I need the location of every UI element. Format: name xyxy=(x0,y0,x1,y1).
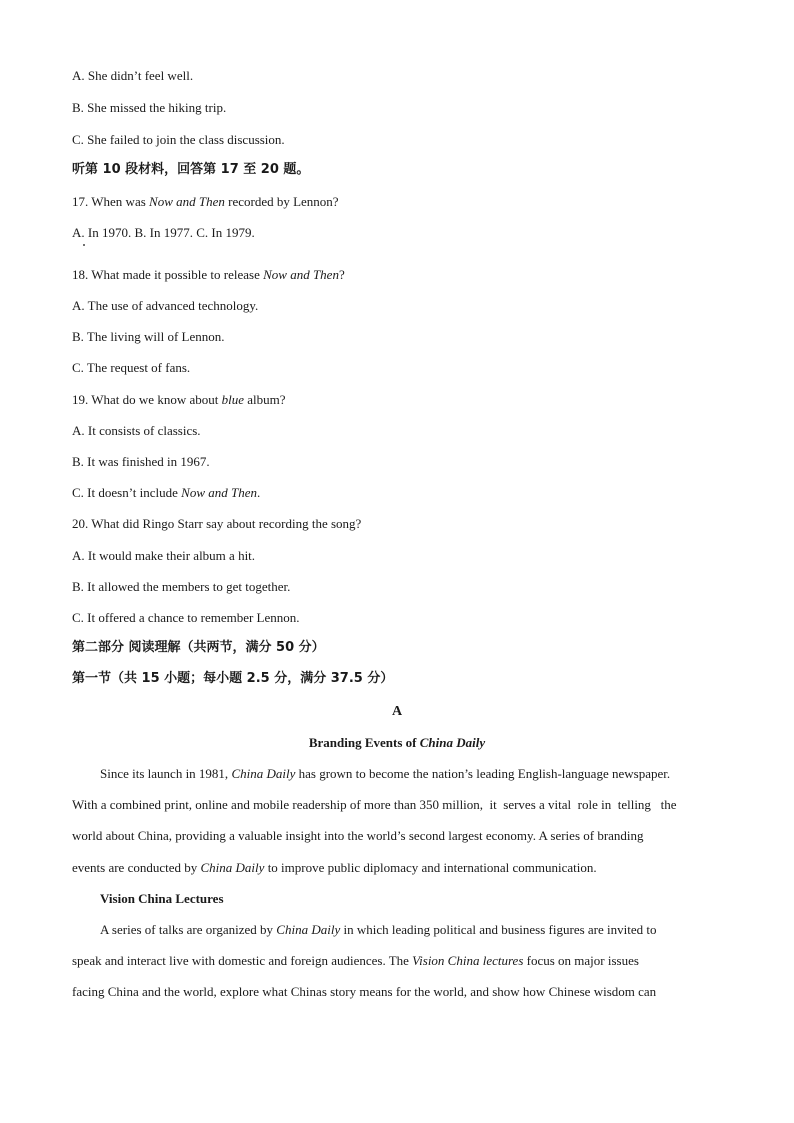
q18-title: Now and Then xyxy=(263,267,339,282)
q17-suffix: recorded by Lennon? xyxy=(224,194,339,209)
passage-title xyxy=(0,735,794,751)
q17-prefix: 17. When was xyxy=(72,194,150,209)
paragraph-1-line-4 xyxy=(72,860,597,876)
p1l4-em: China Daily xyxy=(200,860,265,875)
option-20c: C. It offered a chance to remember Lennon. xyxy=(72,610,300,625)
q19-prefix: 19. What do we know about xyxy=(72,392,222,407)
p1l1-em: China Daily xyxy=(231,766,296,781)
option-18c: C. The request of fans. xyxy=(72,360,191,375)
p1l4-b: to improve public diplomacy and international communication. xyxy=(264,860,597,875)
q19c-prefix: C. It doesn’t include xyxy=(72,485,182,500)
paragraph-2-line-2 xyxy=(72,953,639,969)
p2l1-b: in which leading political and business figures are invited to xyxy=(340,922,657,937)
q19-suffix: album? xyxy=(244,392,286,407)
option-20a: A. It would make their album a hit. xyxy=(72,548,256,563)
p2l2-a: speak and interact live with domestic and foreign audiences. The xyxy=(72,953,413,968)
q19c-suffix: . xyxy=(257,485,261,500)
option-16b: B. She missed the hiking trip. xyxy=(72,100,227,115)
paragraph-2-line-1 xyxy=(100,922,656,938)
question-19 xyxy=(72,392,286,408)
p2l2-em: Vision China lectures xyxy=(412,953,524,968)
section-1-heading: 第一节（共 15 小题；每小题 2.5 分，满分 37.5 分） xyxy=(72,671,394,686)
option-16a: A. She didn’t feel well. xyxy=(72,68,194,83)
option-18b: B. The living will of Lennon. xyxy=(72,329,225,344)
option-18a: A. The use of advanced technology. xyxy=(72,298,259,313)
paragraph-1-line-2: With a combined print, online and mobile readership of more than 350 million, it serves a vital role in telling the xyxy=(72,797,677,812)
subheading-vision-china: Vision China Lectures xyxy=(100,891,224,906)
q17-title: Now and Then xyxy=(149,194,225,209)
p1l1-b: has grown to become the nation’s leading English-language newspaper. xyxy=(295,766,671,781)
q18-prefix: 18. What made it possible to release xyxy=(72,267,264,282)
q19c-title: Now and Then xyxy=(181,485,258,500)
section-10-heading: 听第 10 段材料，回答第 17 至 20 题。 xyxy=(72,162,310,177)
stray-dot xyxy=(83,244,85,246)
passage-letter: A xyxy=(391,704,403,719)
question-20: 20. What did Ringo Starr say about recording the song? xyxy=(72,516,362,531)
passage-title-em: China Daily xyxy=(419,735,486,750)
options-17: A. In 1970. B. In 1977. C. In 1979. xyxy=(72,225,255,240)
question-17 xyxy=(72,194,339,210)
q19-em: blue xyxy=(221,392,244,407)
p1l1-a: Since its launch in 1981, xyxy=(100,766,232,781)
paragraph-1-line-3: world about China, providing a valuable insight into the world’s second largest economy. A series of branding xyxy=(72,828,644,843)
paragraph-2-line-3: facing China and the world, explore what Chinas story means for the world, and show how Chinese wisdom can xyxy=(72,984,657,999)
option-19b: B. It was finished in 1967. xyxy=(72,454,210,469)
part-2-heading: 第二部分 阅读理解（共两节，满分 50 分） xyxy=(72,640,325,655)
question-18 xyxy=(72,267,345,283)
p2l1-em: China Daily xyxy=(276,922,341,937)
option-19c xyxy=(72,485,260,501)
passage-title-prefix: Branding Events of xyxy=(308,735,420,750)
paragraph-1-line-1 xyxy=(100,766,670,782)
option-19a: A. It consists of classics. xyxy=(72,423,201,438)
p1l4-a: events are conducted by xyxy=(72,860,201,875)
p2l2-b: focus on major issues xyxy=(523,953,639,968)
option-16c: C. She failed to join the class discussion. xyxy=(72,132,285,147)
q18-suffix: ? xyxy=(338,267,345,282)
option-20b: B. It allowed the members to get together. xyxy=(72,579,291,594)
p2l1-a: A series of talks are organized by xyxy=(100,922,277,937)
